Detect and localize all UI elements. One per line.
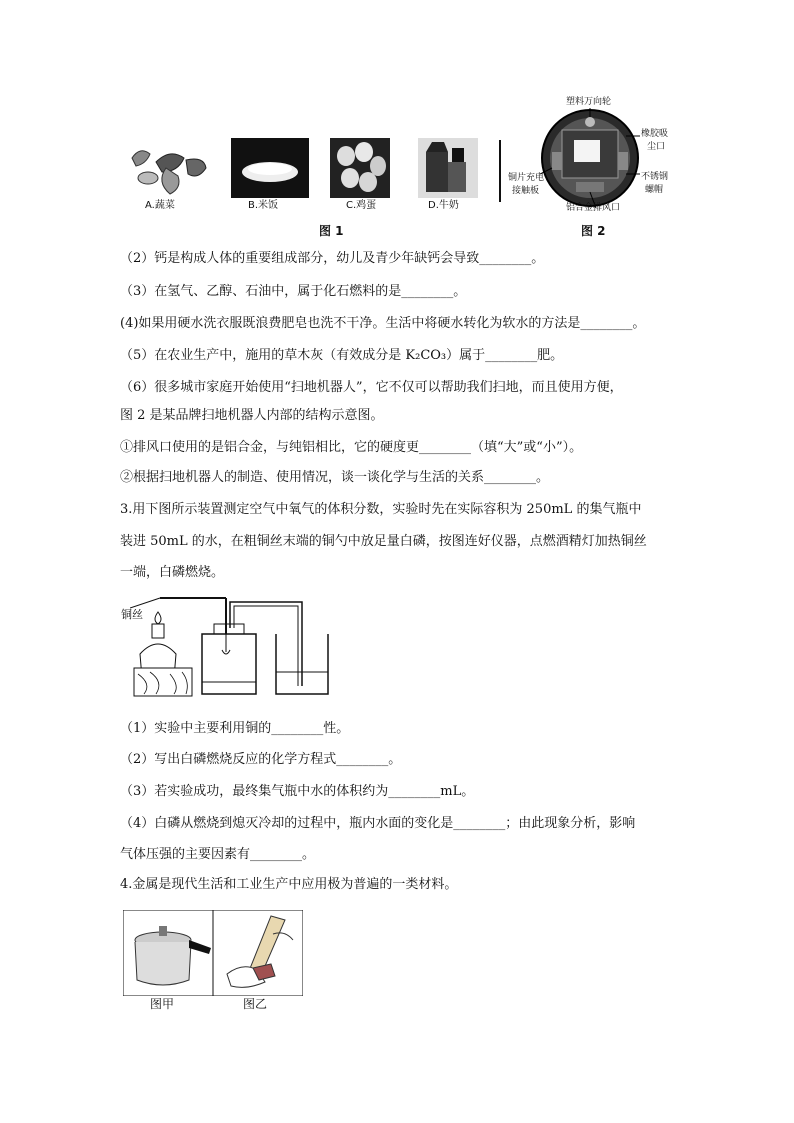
- q2-part5: （5）在农业生产中，施用的草木灰（有效成分是 K₂CO₃）属于________肥。: [120, 348, 564, 363]
- q4-intro: 4.金属是现代生活和工业生产中应用极为普遍的一类材料。: [120, 877, 458, 892]
- q2-part2: （2）钙是构成人体的重要组成部分，幼儿及青少年缺钙会导致________。: [120, 251, 545, 266]
- rice-image: [231, 138, 309, 198]
- q3-part4-line2: 气体压强的主要因素有________。: [120, 847, 316, 862]
- q2-sub2: ②根据扫地机器人的制造、使用情况，谈一谈化学与生活的关系________。: [120, 470, 550, 485]
- q2-part3: （3）在氢气、乙醇、石油中，属于化石燃料的是________。: [120, 284, 467, 299]
- q3-intro-line3: 一端，白磷燃烧。: [120, 565, 225, 580]
- vegetables-image: [126, 138, 210, 198]
- pressure-cooker-image: [123, 910, 213, 996]
- callout-steel-2: 螺帽: [645, 185, 664, 195]
- callout-rubber-2: 尘口: [647, 142, 666, 152]
- caption-eggs: C.鸡蛋: [346, 200, 377, 211]
- q3-intro-line1: 3.用下图所示装置测定空气中氧气的体积分数，实验时先在实际容积为 250mL 的集气瓶中: [120, 502, 642, 517]
- callout-wheel: 塑料万向轮: [566, 97, 612, 107]
- caption-figure-a: 图甲: [150, 997, 175, 1011]
- copper-wire-label: 铜丝: [121, 608, 143, 621]
- figure-divider: [498, 140, 502, 202]
- callout-copper-1: 铜片充电: [508, 173, 545, 183]
- apparatus-diagram: [130, 594, 335, 698]
- figure2-label: 图 2: [581, 224, 606, 238]
- milk-image: [418, 138, 478, 198]
- callout-vent: 铝合金排风口: [566, 203, 621, 213]
- q2-part4: (4)如果用硬水洗衣服既浪费肥皂也洗不干净。生活中将硬水转化为软水的方法是________。: [120, 316, 646, 331]
- q2-part6-line1: （6）很多城市家庭开始使用“扫地机器人”，它不仅可以帮助我们扫地，而且使用方便，: [120, 380, 623, 395]
- q3-part4-line1: （4）白磷从燃烧到熄灭冷却的过程中，瓶内水面的变化是________；由此现象分析，影响: [120, 816, 636, 831]
- q3-part2: （2）写出白磷燃烧反应的化学方程式________。: [120, 752, 402, 767]
- q2-sub1: ①排风口使用的是铝合金，与纯铝相比，它的硬度更________（填“大”或“小”）。: [120, 440, 583, 455]
- callout-copper-2: 接触板: [512, 186, 540, 196]
- q3-part3: （3）若实验成功，最终集气瓶中水的体积约为________mL。: [120, 784, 475, 799]
- caption-milk: D.牛奶: [428, 200, 459, 211]
- caption-figure-b: 图乙: [243, 997, 268, 1011]
- q3-intro-line2: 装进 50mL 的水，在粗铜丝末端的铜勺中放足量白磷，按图连好仪器，点燃酒精灯加热铜丝: [120, 534, 647, 549]
- figure1-label: 图 1: [319, 224, 344, 238]
- callout-steel-1: 不锈钢: [641, 172, 669, 182]
- callout-rubber-1: 橡胶吸: [641, 129, 669, 139]
- caption-vegetables: A.蔬菜: [145, 200, 175, 211]
- q3-part1: （1）实验中主要利用铜的________性。: [120, 721, 350, 736]
- caption-rice: B.米饭: [248, 200, 279, 211]
- metal-scratch-image: [213, 910, 303, 996]
- q2-part6-line2: 图 2 是某品牌扫地机器人内部的结构示意图。: [120, 408, 384, 423]
- robot-diagram: [540, 108, 640, 208]
- eggs-image: [330, 138, 390, 198]
